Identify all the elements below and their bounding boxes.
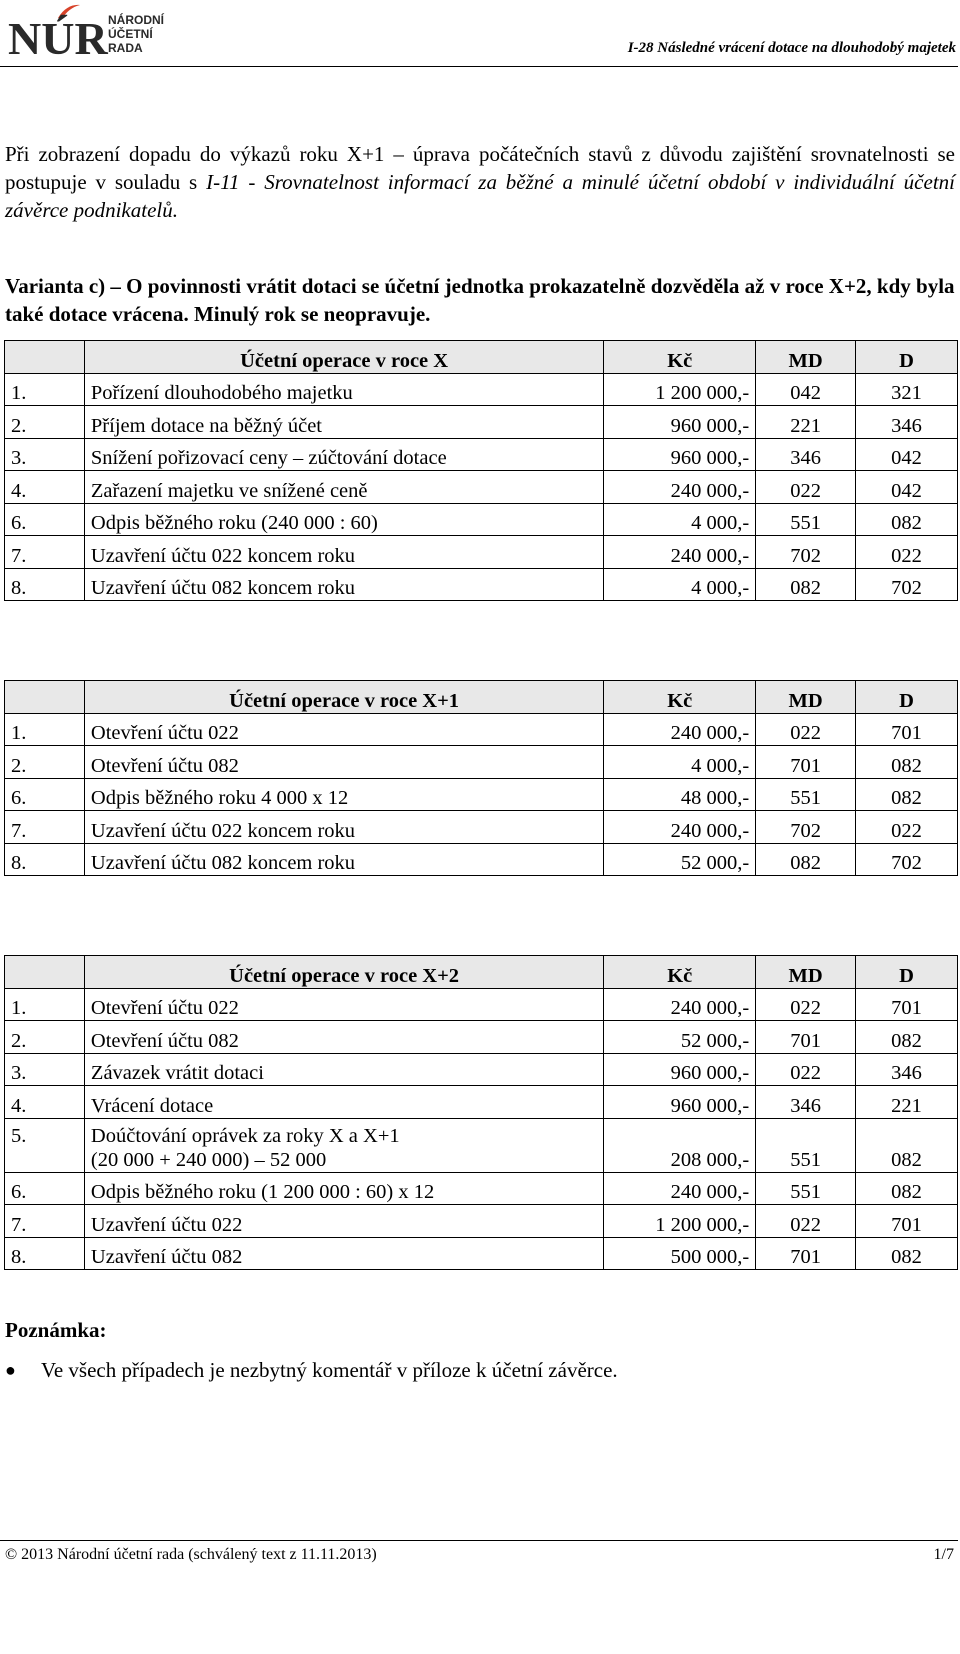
row-md: 221	[756, 406, 856, 439]
row-desc: Závazek vrátit dotaci	[84, 1053, 603, 1086]
row-desc: Odpis běžného roku 4 000 x 12	[84, 778, 603, 811]
row-desc: Uzavření účtu 022 koncem roku	[84, 536, 603, 569]
row-amount: 240 000,-	[604, 536, 756, 569]
header-md-cell: MD	[756, 956, 856, 989]
table-row	[5, 811, 958, 844]
row-md: 701	[756, 746, 856, 779]
row-d: 321	[856, 373, 958, 406]
logo-big-text: NÚR	[8, 13, 108, 62]
row-desc: Uzavření účtu 022 koncem roku	[84, 811, 603, 844]
row-num: 1.	[5, 373, 85, 406]
row-md: 701	[756, 1237, 856, 1270]
row-d: 701	[856, 713, 958, 746]
header-title-cell: Účetní operace v roce X	[84, 341, 603, 374]
header-d-cell: D	[856, 956, 958, 989]
table-header-row	[5, 956, 958, 989]
header-divider	[0, 66, 958, 67]
table-row	[5, 406, 958, 439]
bullet-icon: ●	[5, 1360, 16, 1380]
row-d: 022	[856, 811, 958, 844]
row-md: 022	[756, 713, 856, 746]
operations-table-x1	[4, 680, 958, 876]
row-desc: Uzavření účtu 082 koncem roku	[84, 568, 603, 601]
row-md: 346	[756, 438, 856, 471]
table-row	[5, 536, 958, 569]
table-row	[5, 713, 958, 746]
row-num: 8.	[5, 843, 85, 876]
row-amount: 4 000,-	[604, 568, 756, 601]
row-amount: 500 000,-	[604, 1237, 756, 1270]
row-d: 221	[856, 1086, 958, 1119]
row-amount: 4 000,-	[604, 503, 756, 536]
row-md: 551	[756, 503, 856, 536]
row-desc-line2: (20 000 + 240 000) – 52 000	[90, 1148, 327, 1171]
row-d: 082	[856, 503, 958, 536]
row-num: 8.	[5, 568, 85, 601]
row-md: 022	[756, 471, 856, 504]
logo-line-3: RADA	[108, 41, 143, 55]
table-row	[5, 1021, 958, 1054]
row-num: 2.	[5, 1021, 85, 1054]
intro-text: Při zobrazení dopadu do výkazů roku X+1 – úprava počátečních stavů z důvodu zajištění srovnatelnosti se postupuje v souladu s	[5, 142, 955, 194]
row-num: 3.	[5, 1053, 85, 1086]
header-md-cell: MD	[756, 681, 856, 714]
row-num: 7.	[5, 1205, 85, 1238]
row-md: 082	[756, 843, 856, 876]
row-desc: Doúčtování oprávek za roky X a X+1	[90, 1124, 400, 1147]
row-num: 6.	[5, 778, 85, 811]
row-md: 082	[756, 568, 856, 601]
row-d: 701	[856, 988, 958, 1021]
table-row	[5, 778, 958, 811]
row-amount: 240 000,-	[604, 988, 756, 1021]
table-row	[5, 1205, 958, 1238]
table-header-row	[5, 341, 958, 374]
row-amount: 240 000,-	[604, 811, 756, 844]
row-md: 346	[756, 1086, 856, 1119]
note-text: Ve všech případech je nezbytný komentář v příloze k účetní závěrce.	[41, 1358, 618, 1382]
document-title: I-28 Následné vrácení dotace na dlouhodobý majetek	[627, 40, 956, 56]
row-num: 2.	[5, 406, 85, 439]
row-d: 346	[856, 406, 958, 439]
nur-logo	[6, 4, 196, 62]
row-amount: 960 000,-	[604, 438, 756, 471]
header-title-cell: Účetní operace v roce X+1	[84, 681, 603, 714]
row-amount: 240 000,-	[604, 1172, 756, 1205]
footer-divider	[0, 1540, 958, 1541]
row-md: 042	[756, 373, 856, 406]
variant-paragraph: Varianta c) – O povinnosti vrátit dotaci se účetní jednotka prokazatelně dozvěděla až v roce X+2, kdy byla také dotace vrácena. Minulý rok se neopravuje.	[5, 274, 955, 326]
row-desc: Odpis běžného roku (1 200 000 : 60) x 12	[84, 1172, 603, 1205]
header-num-cell	[5, 681, 85, 714]
intro-reference: I-11 - Srovnatelnost informací za běžné a minulé účetní období v individuální účetní závěrce podnikatelů.	[5, 170, 955, 222]
row-amount: 1 200 000,-	[604, 1205, 756, 1238]
header-d-cell: D	[856, 681, 958, 714]
table-row	[5, 1053, 958, 1086]
row-num: 1.	[5, 713, 85, 746]
row-md: 551	[756, 778, 856, 811]
row-desc: Vrácení dotace	[84, 1086, 603, 1119]
table-row	[5, 1237, 958, 1270]
row-d: 082	[856, 1118, 958, 1172]
row-desc: Příjem dotace na běžný účet	[84, 406, 603, 439]
row-amount: 960 000,-	[604, 1053, 756, 1086]
row-d: 702	[856, 843, 958, 876]
row-d: 042	[856, 438, 958, 471]
row-num: 2.	[5, 746, 85, 779]
page-number: 1/7	[933, 1546, 954, 1563]
table-row	[5, 503, 958, 536]
row-desc: Otevření účtu 082	[84, 746, 603, 779]
row-amount: 960 000,-	[604, 406, 756, 439]
row-desc-multiline	[84, 1118, 603, 1172]
row-md: 022	[756, 1053, 856, 1086]
row-amount: 240 000,-	[604, 471, 756, 504]
table-row	[5, 438, 958, 471]
table-row	[5, 988, 958, 1021]
table-row	[5, 746, 958, 779]
note-list-item	[5, 1358, 618, 1383]
operations-table-x2	[4, 955, 958, 1270]
table-row	[5, 568, 958, 601]
row-num: 6.	[5, 1172, 85, 1205]
header-d-cell: D	[856, 341, 958, 374]
header-amount-cell: Kč	[604, 341, 756, 374]
page-header	[0, 0, 960, 70]
note-title: Poznámka:	[5, 1318, 107, 1342]
row-num: 4.	[5, 1086, 85, 1119]
header-title-cell: Účetní operace v roce X+2	[84, 956, 603, 989]
row-amount: 960 000,-	[604, 1086, 756, 1119]
row-num: 6.	[5, 503, 85, 536]
row-desc: Uzavření účtu 082 koncem roku	[84, 843, 603, 876]
header-md-cell: MD	[756, 341, 856, 374]
row-amount: 52 000,-	[604, 843, 756, 876]
row-d: 042	[856, 471, 958, 504]
header-amount-cell: Kč	[604, 681, 756, 714]
row-d: 702	[856, 568, 958, 601]
table-row	[5, 1086, 958, 1119]
row-num: 4.	[5, 471, 85, 504]
logo-line-1: NÁRODNÍ	[108, 13, 164, 27]
row-desc: Otevření účtu 022	[84, 988, 603, 1021]
header-num-cell	[5, 341, 85, 374]
row-md: 702	[756, 811, 856, 844]
row-d: 082	[856, 1237, 958, 1270]
row-num: 5.	[5, 1118, 85, 1172]
footer-copyright: © 2013 Národní účetní rada (schválený text z 11.11.2013)	[5, 1546, 377, 1563]
row-num: 8.	[5, 1237, 85, 1270]
logo-line-2: ÚČETNÍ	[108, 27, 153, 41]
row-d: 346	[856, 1053, 958, 1086]
table-header-row	[5, 681, 958, 714]
row-desc: Pořízení dlouhodobého majetku	[84, 373, 603, 406]
table-row	[5, 1172, 958, 1205]
operations-table-x	[4, 340, 958, 601]
row-amount: 208 000,-	[604, 1118, 756, 1172]
row-d: 082	[856, 746, 958, 779]
row-desc: Uzavření účtu 022	[84, 1205, 603, 1238]
row-md: 702	[756, 536, 856, 569]
row-md: 701	[756, 1021, 856, 1054]
row-amount: 4 000,-	[604, 746, 756, 779]
row-num: 1.	[5, 988, 85, 1021]
row-num: 7.	[5, 811, 85, 844]
row-d: 082	[856, 778, 958, 811]
header-num-cell	[5, 956, 85, 989]
row-amount: 52 000,-	[604, 1021, 756, 1054]
row-num: 3.	[5, 438, 85, 471]
row-amount: 48 000,-	[604, 778, 756, 811]
header-amount-cell: Kč	[604, 956, 756, 989]
row-desc: Otevření účtu 022	[84, 713, 603, 746]
table-row	[5, 843, 958, 876]
row-desc: Odpis běžného roku (240 000 : 60)	[84, 503, 603, 536]
table-row	[5, 373, 958, 406]
row-desc: Snížení pořizovací ceny – zúčtování dotace	[84, 438, 603, 471]
row-amount: 1 200 000,-	[604, 373, 756, 406]
row-d: 082	[856, 1021, 958, 1054]
table-row	[5, 1118, 958, 1172]
row-d: 701	[856, 1205, 958, 1238]
row-md: 022	[756, 1205, 856, 1238]
row-amount: 240 000,-	[604, 713, 756, 746]
row-d: 082	[856, 1172, 958, 1205]
row-md: 022	[756, 988, 856, 1021]
row-num: 7.	[5, 536, 85, 569]
row-desc: Zařazení majetku ve snížené ceně	[84, 471, 603, 504]
row-md: 551	[756, 1118, 856, 1172]
row-d: 022	[856, 536, 958, 569]
row-desc: Otevření účtu 082	[84, 1021, 603, 1054]
intro-paragraph	[5, 140, 955, 224]
row-desc: Uzavření účtu 082	[84, 1237, 603, 1270]
row-md: 551	[756, 1172, 856, 1205]
table-row	[5, 471, 958, 504]
